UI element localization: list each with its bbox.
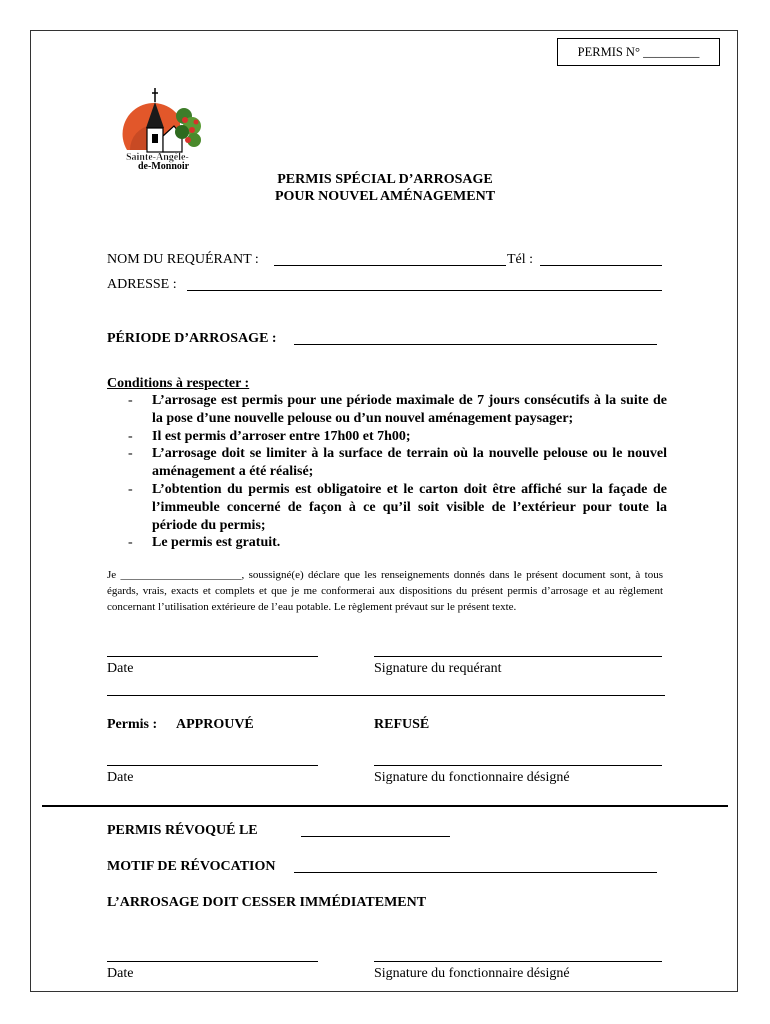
condition-item: - L’arrosage est permis pour une période maximale de 7 jours consécutifs à la suite de la pose d’une nouvelle pelouse ou d’un nouvel aménagement paysager; xyxy=(107,392,667,428)
revoked-date-label: PERMIS RÉVOQUÉ LE xyxy=(107,823,258,838)
condition-item: - L’arrosage doit se limiter à la surface de terrain où la nouvelle pelouse ou le nouvel aménagement a été réalisé; xyxy=(107,445,667,481)
stop-watering-notice: L’ARROSAGE DOIT CESSER IMMÉDIATEMENT xyxy=(107,895,427,910)
signature-field-applicant[interactable] xyxy=(374,656,662,657)
address-label: ADRESSE : xyxy=(107,277,177,292)
revocation-divider xyxy=(42,805,728,807)
conditions-list xyxy=(107,392,667,552)
date-field-applicant[interactable] xyxy=(107,656,318,657)
phone-label: Tél : xyxy=(507,252,534,267)
municipality-logo xyxy=(122,80,212,170)
permit-number-label: PERMIS N° _________ xyxy=(577,45,700,59)
signature-field-revocation[interactable] xyxy=(374,961,662,962)
form-title-line2: POUR NOUVEL AMÉNAGEMENT xyxy=(274,189,496,204)
permit-decision-label: Permis : xyxy=(107,717,158,732)
approved-option[interactable]: APPROUVÉ xyxy=(176,717,254,732)
signature-label-applicant: Signature du requérant xyxy=(374,661,502,676)
section-divider xyxy=(107,695,665,696)
form-title-line1: PERMIS SPÉCIAL D’ARROSAGE xyxy=(277,172,493,187)
revocation-reason-field[interactable] xyxy=(294,872,657,873)
date-label-revocation: Date xyxy=(107,966,134,981)
condition-item: - Il est permis d’arroser entre 17h00 et 7h00; xyxy=(107,428,667,446)
revoked-date-field[interactable] xyxy=(301,836,450,837)
address-field[interactable] xyxy=(187,290,662,291)
signature-label-official: Signature du fonctionnaire désigné xyxy=(374,770,570,785)
phone-field[interactable] xyxy=(540,265,662,266)
watering-period-field[interactable] xyxy=(294,344,657,345)
date-field-official[interactable] xyxy=(107,765,318,766)
condition-item: - L’obtention du permis est obligatoire et le carton doit être affiché sur la façade de l’immeuble concerné de façon à ce qu’il soit visible de l’extérieur pour toute la période du permis; xyxy=(107,481,667,534)
watering-period-label: PÉRIODE D’ARROSAGE : xyxy=(107,331,277,346)
condition-item: - Le permis est gratuit. xyxy=(107,534,667,552)
date-label-official: Date xyxy=(107,770,134,785)
applicant-name-field[interactable] xyxy=(274,265,506,266)
declaration-text: Je ______________________, soussigné(e) déclare que les renseignements donnés dans le présent document sont, à tous égards, vrais, exacts et complets et que je me conformerai aux dispositions du présent permis d’arrosage et au règlement concernant l’utilisation extérieure de l’eau potable. Le règlement prévaut sur le présent texte. xyxy=(107,569,663,613)
date-label-applicant: Date xyxy=(107,661,134,676)
signature-field-official[interactable] xyxy=(374,765,662,766)
permit-number-box[interactable] xyxy=(557,38,720,66)
church-logo-icon xyxy=(122,80,212,170)
revocation-reason-label: MOTIF DE RÉVOCATION xyxy=(107,859,276,874)
logo-text-line1: Sainte-Angèle- xyxy=(126,152,189,163)
conditions-heading: Conditions à respecter : xyxy=(107,376,250,391)
signature-label-revocation: Signature du fonctionnaire désigné xyxy=(374,966,570,981)
date-field-revocation[interactable] xyxy=(107,961,318,962)
applicant-name-label: NOM DU REQUÉRANT : xyxy=(107,252,259,267)
logo-text-line2: de-Monnoir xyxy=(138,161,190,170)
refused-option[interactable]: REFUSÉ xyxy=(374,717,430,732)
